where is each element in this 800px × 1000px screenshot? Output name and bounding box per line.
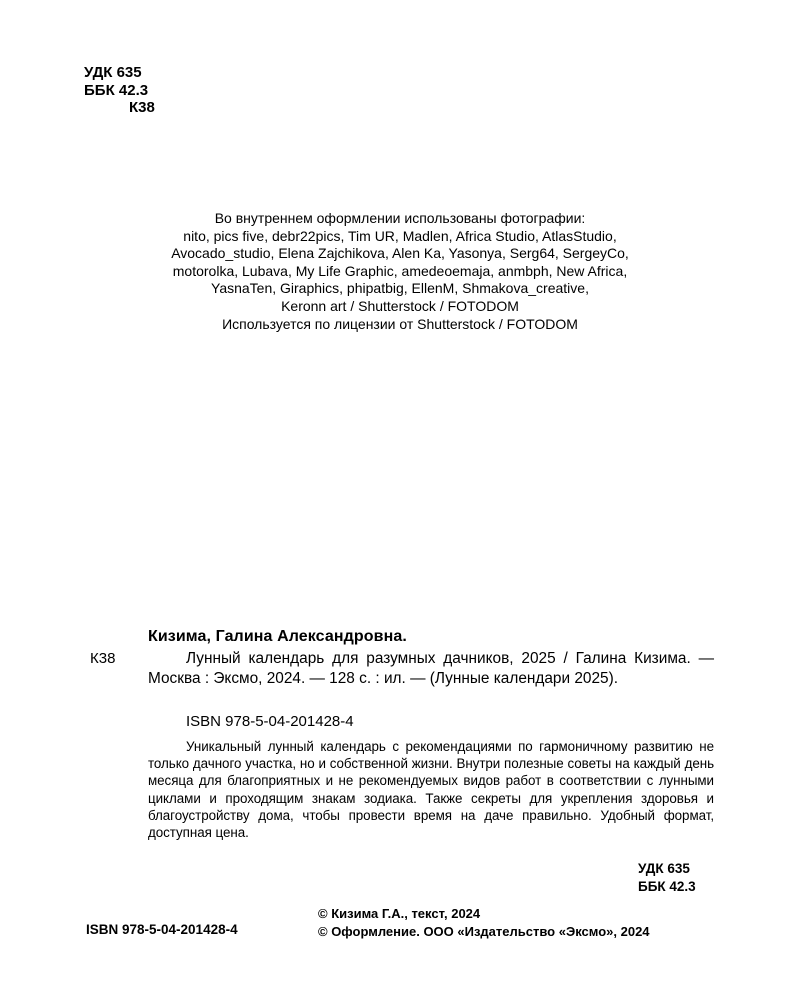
license-line: Используется по лицензии от Shutterstock / FOTODOM	[222, 315, 578, 332]
credits-line: Avocado_studio, Elena Zajchikova, Alen Ka, Yasonya, Serg64, SergeyCo,	[171, 245, 629, 262]
bbk-code: ББК 42.3	[84, 81, 149, 99]
bibliographic-description	[148, 649, 714, 689]
credits-line: motorolka, Lubava, My Life Graphic, amedeoemaja, anmbph, New Africa,	[172, 262, 628, 279]
description-text: Лунный календарь для разумных дачников, 2025 / Галина Кизима. — Москва : Эксмо, 2024. — 128 с. : ил. — (Лунные календари 2025).	[148, 650, 714, 687]
udk-code-bottom: УДК 635	[638, 861, 690, 876]
record-code: К38	[90, 650, 116, 667]
credits-line: Во внутреннем оформлении использованы фотографии:	[214, 210, 586, 226]
isbn-footer: ISBN 978-5-04-201428-4	[86, 922, 238, 937]
isbn-record: ISBN 978-5-04-201428-4	[186, 713, 354, 730]
copyright-design: © Оформление. ООО «Издательство «Эксмо», 2024	[318, 923, 650, 939]
author-heading: Кизима, Галина Александровна.	[148, 628, 407, 645]
classification-block-top	[84, 64, 155, 117]
author-mark: К38	[129, 99, 155, 116]
annotation	[148, 738, 714, 841]
copyright-block	[318, 905, 650, 940]
annotation-text: Уникальный лунный календарь с рекомендациями по гармоничному развитию не только дачного участка, но и собственной жизни. Внутри полезные советы на каждый день месяца для благоприятных и не рекомендуемых видов работ в соответствии с лунными циклами и проходящим знакам зодиака. Также секреты для укрепления здоровья и благоустройству дома, чтобы провести время на даче правильно. Удобный формат, доступная цена.	[148, 739, 714, 841]
copyright-text: © Кизима Г.А., текст, 2024	[318, 906, 481, 921]
credits-line: YasnaTen, Giraphics, phipatbig, EllenM, Shmakova_creative,	[211, 280, 589, 297]
photo-credits	[0, 210, 800, 333]
bbk-code-bottom: ББК 42.3	[638, 878, 696, 894]
credits-line: nito, pics five, debr22pics, Tim UR, Madlen, Africa Studio, AtlasStudio,	[183, 227, 617, 244]
classification-block-bottom	[638, 860, 696, 895]
credits-line: Keronn art / Shutterstock / FOTODOM	[281, 297, 519, 314]
udk-code: УДК 635	[84, 64, 142, 81]
